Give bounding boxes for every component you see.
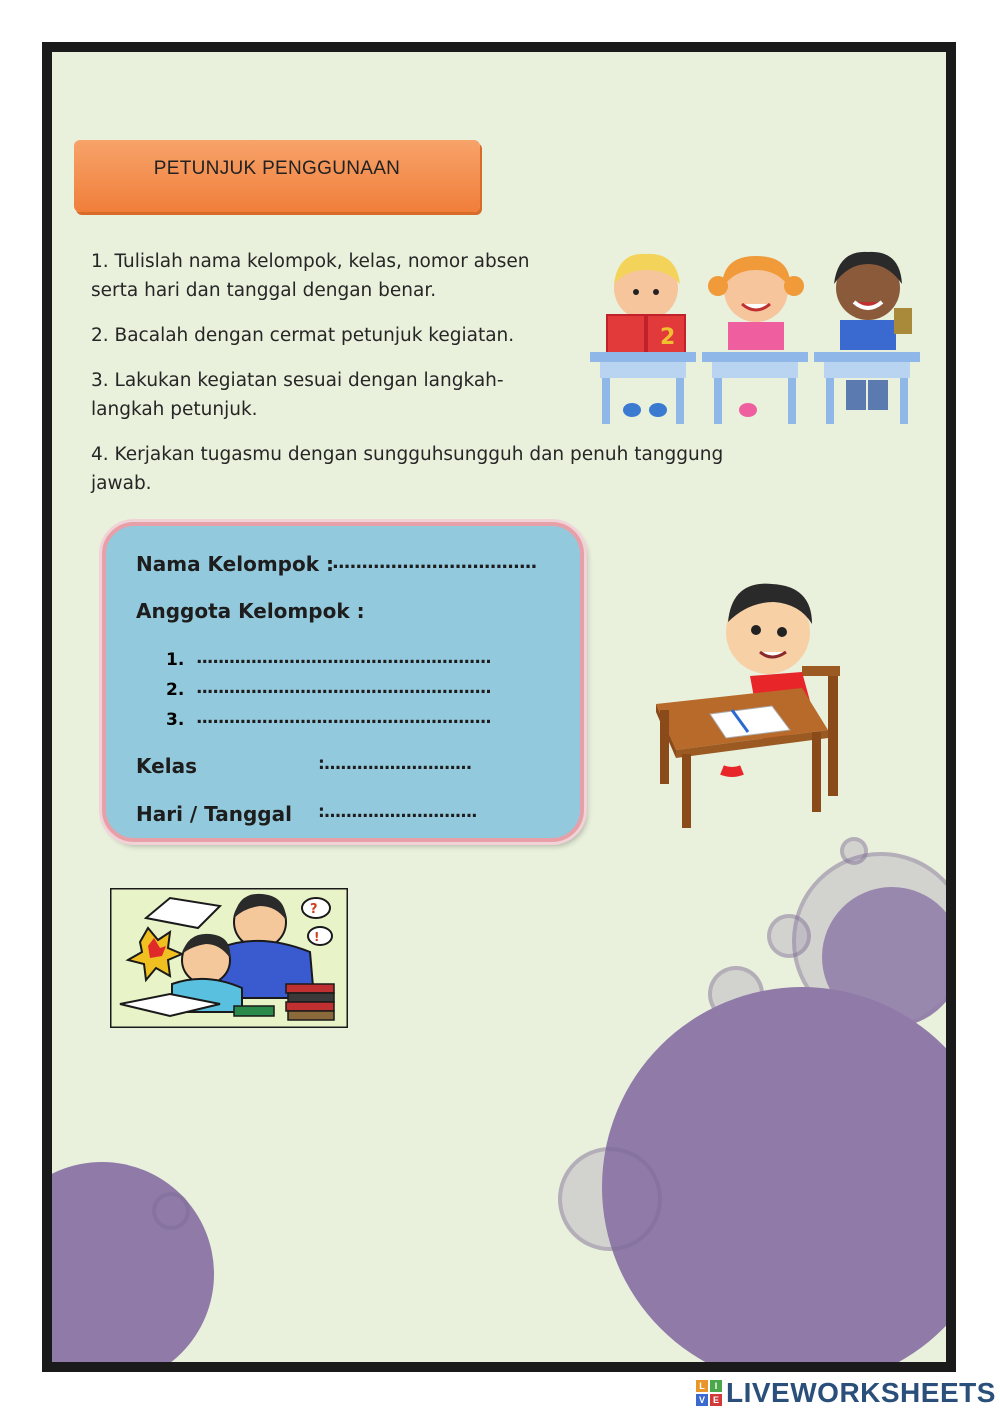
class-label: Kelas (136, 754, 197, 778)
instructions-banner (74, 140, 480, 212)
boys-studying-illustration (110, 888, 348, 1028)
instruction-line: serta hari dan tanggal dengan benar. (91, 280, 437, 301)
instruction-line: 2. Bacalah dengan cermat petunjuk kegiatan. (91, 325, 515, 346)
member-number: 3. (166, 710, 185, 730)
instruction-line: 1. Tulislah nama kelompok, kelas, nomor absen (91, 251, 530, 272)
kids-at-desks-illustration (588, 248, 924, 426)
boy-writing-illustration (652, 580, 844, 832)
class-field[interactable]: :........................... (318, 754, 472, 774)
liveworksheets-logo (696, 1376, 996, 1410)
svg-text:2: 2 (660, 325, 676, 350)
svg-text:!: ! (314, 930, 320, 944)
brand-name: LIVEWORKSHEETS (726, 1377, 996, 1408)
date-field[interactable]: :............................ (318, 802, 477, 822)
decor-circle (840, 837, 868, 865)
decor-circle (558, 1147, 662, 1251)
banner-title: PETUNJUK PENGGUNAAN (153, 158, 401, 179)
instruction-line: langkah petunjuk. (91, 399, 258, 420)
members-label: Anggota Kelompok : (136, 599, 365, 623)
member-field-2[interactable]: ...................................................... (196, 678, 491, 698)
member-field-1[interactable]: ...................................................... (196, 648, 491, 668)
decor-circle (152, 1192, 190, 1230)
group-info-card (102, 522, 584, 842)
member-field-3[interactable]: ...................................................... (196, 708, 491, 728)
decor-circle (767, 914, 811, 958)
svg-text:?: ? (310, 902, 318, 917)
instruction-line: 3. Lakukan kegiatan sesuai dengan langkah- (91, 370, 504, 391)
decor-blob (52, 1162, 214, 1362)
member-number: 2. (166, 680, 185, 700)
date-label: Hari / Tanggal (136, 802, 292, 826)
group-name-field[interactable]: ................................... (332, 552, 537, 573)
logo-mark-icon: L I V E (696, 1380, 722, 1406)
group-name-label: Nama Kelompok : (136, 552, 334, 576)
instruction-line: 4. Kerjakan tugasmu dengan sungguhsungguh dan penuh tanggung (91, 444, 724, 465)
member-number: 1. (166, 650, 185, 670)
instruction-line: jawab. (91, 473, 152, 494)
